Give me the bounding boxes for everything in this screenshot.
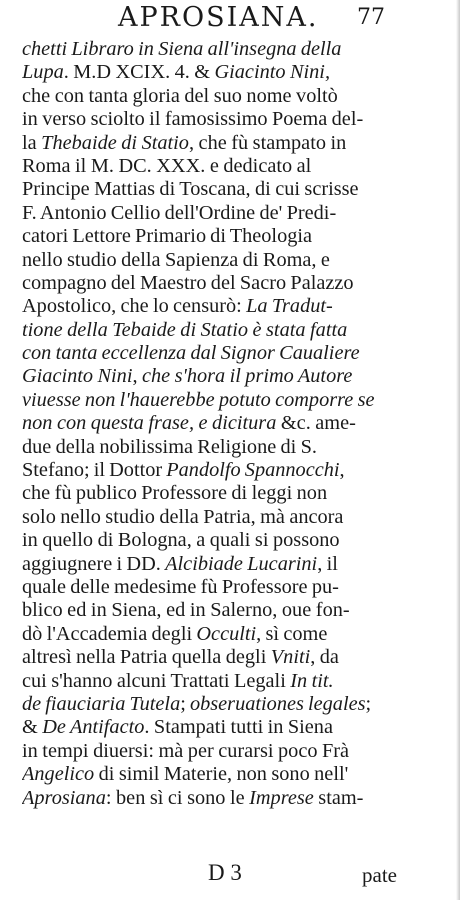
text-line bbox=[22, 295, 444, 318]
text-line bbox=[22, 599, 444, 622]
roman-text: Apostolico, che lo censurò: bbox=[22, 295, 247, 318]
roman-text: dò l'Accademia degli bbox=[22, 622, 197, 645]
text-line bbox=[22, 482, 444, 505]
italic-text: che s'hora il primo Autore bbox=[141, 365, 353, 388]
text-line bbox=[22, 459, 444, 482]
roman-text: cui s'hanno alcuni Trattati Legali bbox=[22, 669, 291, 692]
text-line bbox=[22, 342, 444, 365]
italic-text: La Tradut- bbox=[246, 295, 333, 318]
text-line bbox=[22, 436, 444, 459]
roman-text: , sì come bbox=[256, 622, 328, 645]
roman-text: , bbox=[132, 365, 142, 388]
roman-text: , che fù stampato in bbox=[188, 131, 347, 154]
italic-text: Thebaide di Statio bbox=[41, 131, 189, 154]
roman-text: , il bbox=[317, 552, 338, 575]
roman-text: F. Antonio Cellio dell'Ordine de' Predi- bbox=[22, 201, 337, 224]
italic-text: Giacinto Nini bbox=[22, 365, 133, 388]
roman-text: aggiugnere i DD. bbox=[22, 552, 166, 575]
text-line bbox=[22, 740, 444, 763]
roman-text: blico ed in Siena, ed in Salerno, oue fon- bbox=[22, 599, 350, 622]
text-line bbox=[22, 553, 444, 576]
roman-text: altresì nella Patria quella degli bbox=[22, 646, 271, 669]
roman-text: due della nobilissima Religione di S. bbox=[22, 435, 317, 458]
roman-text: in tempi diuersi: mà per curarsi poco Frà bbox=[22, 739, 350, 762]
roman-text: compagno del Maestro del Sacro Palazzo bbox=[22, 271, 354, 294]
text-line bbox=[22, 365, 444, 388]
roman-text: : ben sì ci sono le bbox=[105, 786, 250, 809]
text-line bbox=[22, 529, 444, 552]
catchword: pate bbox=[362, 863, 397, 887]
roman-text: che con tanta gloria del suo nome voltò bbox=[22, 84, 338, 107]
text-line bbox=[22, 155, 444, 178]
italic-text: obseruationes legales bbox=[189, 692, 366, 715]
body-text bbox=[22, 38, 448, 810]
roman-text: di simil Materie, non sono nell' bbox=[94, 763, 349, 786]
text-line bbox=[22, 249, 444, 272]
signature-mark: D 3 bbox=[208, 860, 242, 885]
italic-text: Alcibiade Lucarini bbox=[165, 552, 318, 575]
text-line bbox=[22, 61, 444, 84]
italic-text: Aprosiana bbox=[22, 786, 106, 809]
roman-text: solo nello studio della Patria, mà ancora bbox=[22, 505, 344, 528]
italic-text: chetti Libraro in Siena all'insegna della bbox=[22, 38, 342, 60]
italic-text: Occulti bbox=[196, 622, 257, 645]
text-line bbox=[22, 272, 444, 295]
roman-text: . M.D XCIX. 4. & bbox=[63, 61, 215, 84]
page-edge-shadow bbox=[456, 0, 460, 900]
text-line bbox=[22, 412, 444, 435]
running-title: APROSIANA. bbox=[118, 2, 319, 33]
roman-text: nello studio della Sapienza di Roma, e bbox=[22, 248, 330, 271]
text-line bbox=[22, 319, 444, 342]
italic-text: Lupa bbox=[22, 61, 64, 84]
text-line bbox=[22, 623, 444, 646]
page-footer bbox=[0, 858, 460, 892]
text-line bbox=[22, 693, 444, 716]
roman-text: la bbox=[22, 131, 42, 154]
text-line bbox=[22, 178, 444, 201]
text-line bbox=[22, 132, 444, 155]
text-line bbox=[22, 646, 444, 669]
italic-text: viuesse non l'hauerebbe potuto comporre se bbox=[22, 388, 375, 411]
roman-text: quale delle medesime fù Professore pu- bbox=[22, 575, 339, 598]
italic-text: Vniti bbox=[270, 646, 311, 669]
text-line bbox=[22, 576, 444, 599]
roman-text: in verso sciolto il famosissimo Poema del- bbox=[22, 108, 364, 131]
italic-text: Pandolfo Spannocchi bbox=[166, 459, 340, 482]
italic-text: Angelico bbox=[22, 763, 95, 786]
italic-text: tione della Tebaide di Statio è stata fatta bbox=[22, 318, 348, 341]
italic-text: de fiauciaria Tutela bbox=[22, 692, 181, 715]
text-line bbox=[22, 716, 444, 739]
roman-text: catori Lettore Primario di Theologia bbox=[22, 225, 313, 248]
text-line bbox=[22, 763, 444, 786]
roman-text: . Stampati tutti in Siena bbox=[144, 716, 333, 739]
roman-text: &c. ame- bbox=[276, 412, 356, 435]
italic-text: Giacinto Nini, bbox=[214, 61, 331, 84]
italic-text: con tanta eccellenza dal Signor Caualiere bbox=[22, 342, 360, 365]
text-line bbox=[22, 670, 444, 693]
roman-text: che fù publico Professore di leggi non bbox=[22, 482, 328, 505]
page-header bbox=[0, 0, 460, 36]
roman-text: Principe Mattias di Toscana, di cui scrisse bbox=[22, 178, 359, 201]
italic-text: De Antifacto bbox=[42, 716, 145, 739]
roman-text: in quello di Bologna, a quali si possono bbox=[22, 529, 340, 552]
roman-text: stam- bbox=[313, 786, 364, 809]
roman-text: Stefano; il Dottor bbox=[22, 459, 167, 482]
text-line bbox=[22, 38, 444, 61]
roman-text: & bbox=[22, 716, 43, 739]
text-line bbox=[22, 202, 444, 225]
text-line bbox=[22, 108, 444, 131]
roman-text: ; bbox=[180, 692, 190, 715]
text-line bbox=[22, 787, 444, 810]
page-number: 77 bbox=[357, 5, 385, 30]
text-line bbox=[22, 85, 444, 108]
roman-text: ; bbox=[365, 692, 372, 715]
italic-text: non con questa frase, e dicitura bbox=[22, 412, 277, 435]
text-line bbox=[22, 389, 444, 412]
roman-text: Roma il M. DC. XXX. e dedicato al bbox=[22, 154, 312, 177]
text-line bbox=[22, 506, 444, 529]
roman-text: , da bbox=[310, 646, 339, 669]
text-line bbox=[22, 225, 444, 248]
italic-text: In tit. bbox=[290, 669, 334, 692]
italic-text: Imprese bbox=[249, 786, 314, 809]
roman-text: , bbox=[339, 459, 345, 482]
